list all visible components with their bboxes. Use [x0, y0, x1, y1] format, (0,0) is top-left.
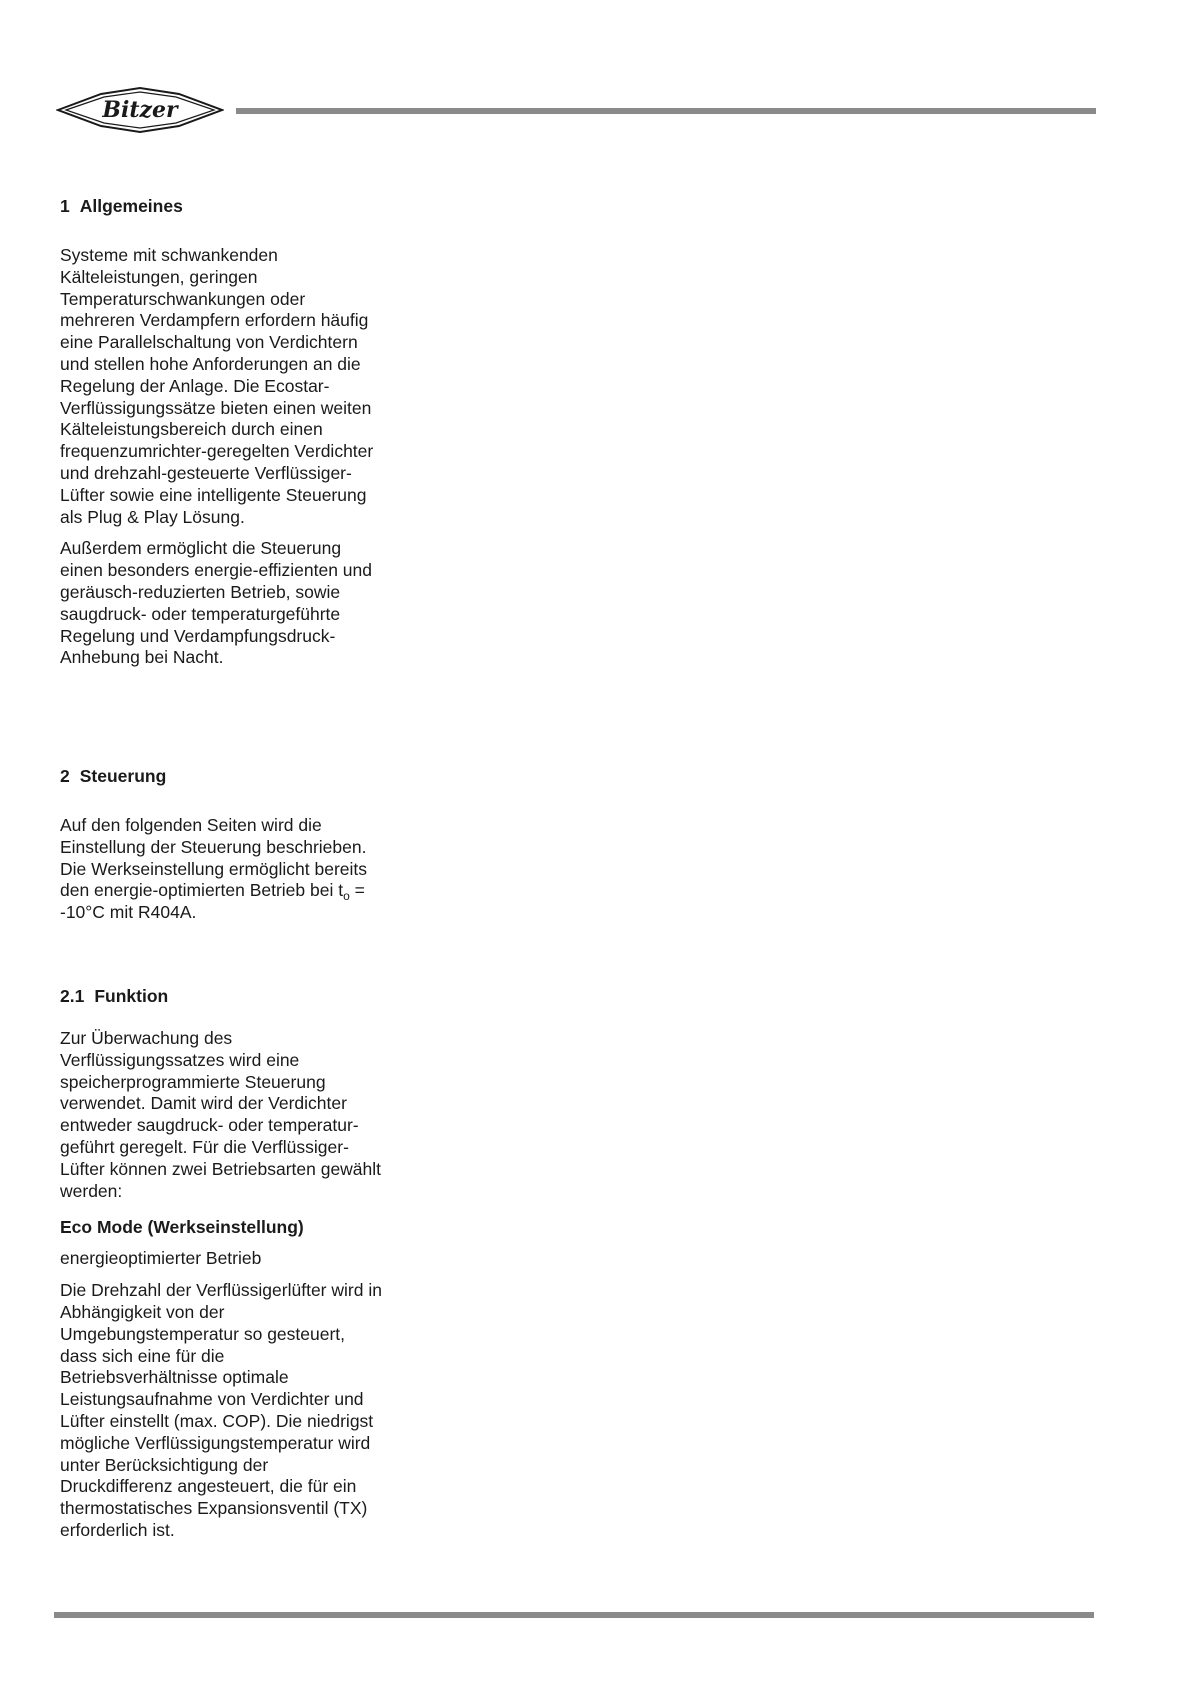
subscript: o — [343, 889, 350, 904]
section-heading — [60, 765, 382, 787]
footer-rule — [54, 1612, 1094, 1618]
paragraph — [60, 815, 382, 924]
bitzer-logo-icon — [56, 84, 224, 136]
section21-body — [60, 1028, 382, 1542]
section-title: Steuerung — [79, 766, 167, 786]
section-heading — [60, 195, 382, 217]
paragraph-text: Auf den folgenden Seiten wird die Einstellung der Steuerung beschrieben. Die Werkseinstellung ermöglicht bereits den energie-optimierten Betrieb bei t — [60, 815, 368, 901]
logo-text: Bitzer — [102, 97, 178, 123]
paragraph: Die Drehzahl der Verflüssigerlüfter wird in Abhängigkeit von der Umgebungstemperatur so gesteuert, dass sich eine für die Betriebsverhältnisse optimale Leistungsaufnahme von Verdichter und Lüfter einstellt (max. COP). Die niedrigst mögliche Verflüssigungstemperatur wird unter Berücksichtigung der Druckdifferenz angesteuert, die für ein thermostatisches Expansionsventil (TX) erforderlich ist. — [60, 1280, 382, 1540]
section-number: 2 — [60, 766, 70, 786]
section-number: 2.1 — [60, 986, 85, 1006]
section-heading — [60, 985, 382, 1007]
eco-mode-subtitle: energieoptimierter Betrieb — [60, 1248, 262, 1269]
section1-body — [60, 245, 382, 669]
eco-mode-heading: Eco Mode (Werkseinstellung) — [60, 1217, 304, 1238]
section-allgemeines — [60, 195, 382, 217]
section2-body — [60, 815, 382, 924]
paragraph: Zur Überwachung des Verflüssigungssatzes wird eine speicherprogrammierte Steuerung verwendet. Damit wird der Verdichter entweder saugdruck- oder temperatur-geführt geregelt. Für die Verflüssiger-Lüfter können zwei Betriebsarten gewählt werden: — [60, 1028, 382, 1201]
paragraph: Systeme mit schwankenden Kälteleistungen, geringen Temperaturschwankungen oder mehreren Verdampfern erfordern häufig eine Parallelschaltung von Verdichtern und stellen hohe Anforderungen an die Regelung der Anlage. Die Ecostar-Verflüssigungssätze bieten einen weiten Kälteleistungsbereich durch einen frequenzumrichter-geregelten Verdichter und drehzahl-gesteuerte Verflüssiger-Lüfter sowie eine intelligente Steuerung als Plug & Play Lösung. — [60, 245, 374, 527]
section-funktion — [60, 985, 382, 1007]
section-steuerung — [60, 765, 382, 787]
header-rule — [236, 108, 1096, 114]
paragraph-text: = -10°C mit R404A. — [60, 880, 365, 923]
section-title: Funktion — [94, 986, 169, 1006]
section-number: 1 — [60, 196, 70, 216]
section-title: Allgemeines — [79, 196, 183, 216]
paragraph: Außerdem ermöglicht die Steuerung einen besonders energie-effizienten und geräusch-reduzierten Betrieb, sowie saugdruck- oder temperaturgeführte Regelung und Verdampfungsdruck-Anhebung bei Nacht. — [60, 538, 372, 668]
